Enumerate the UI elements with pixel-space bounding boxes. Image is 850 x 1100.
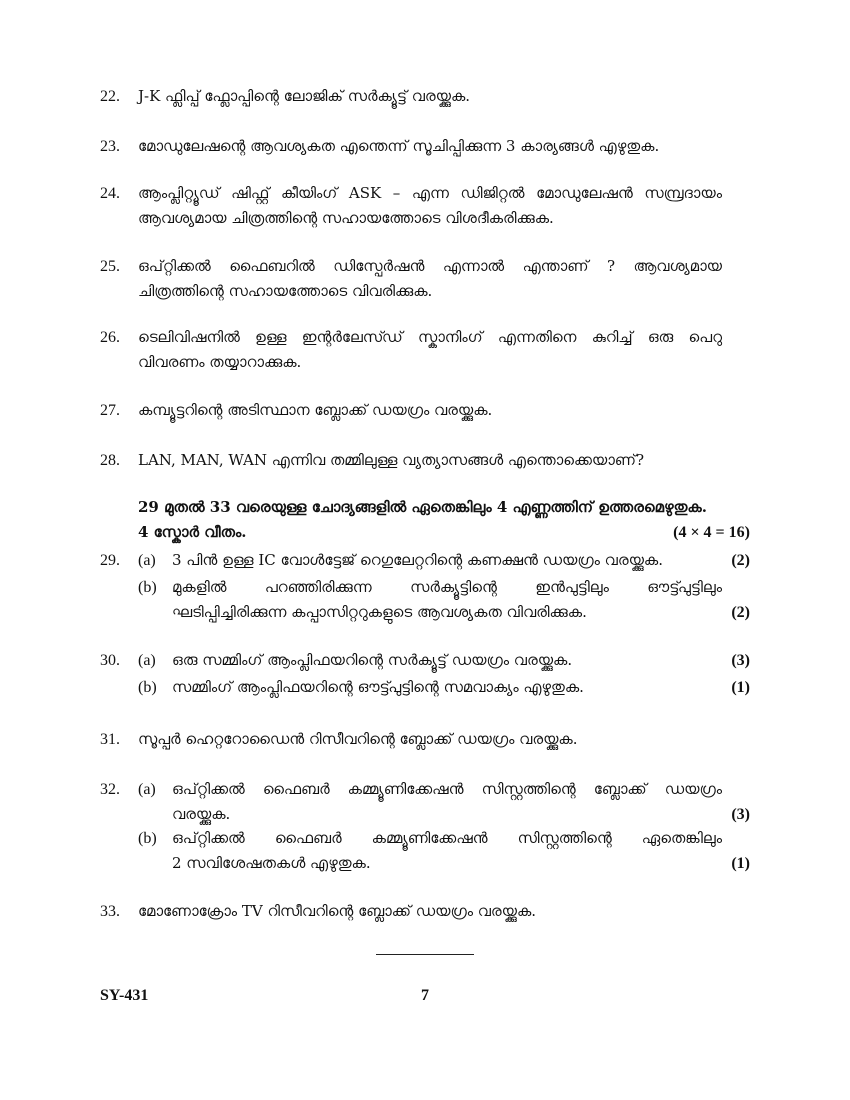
question-22 [100,84,750,109]
marks: (3) [731,652,750,669]
question-text: സൂപ്പർ ഹെറ്ററോഡൈൻ റിസീവറിന്റെ ബ്ലോക്ക് ഡയഗ്രം വരയ്ക്കുക. [138,730,578,748]
question-number: 28. [100,452,120,469]
question-number: 30. [100,652,120,669]
subquestion-text-line: ഒപ്റ്റിക്കൽ ഫൈബർ കമ്മ്യൂണിക്കേഷൻ സിസ്റ്റത്തിന്റെ ഏതെങ്കിലും [172,829,722,847]
question-number: 33. [100,903,120,920]
question-text-line: ആവശ്യമായ ചിത്രത്തിന്റെ സഹായത്തോടെ വിശദീകരിക്കുക. [138,209,554,227]
section-instruction-line: 4 സ്കോർ വീതം. [138,523,247,541]
paper-code: SY-431 [100,987,149,1004]
subquestion-text-line: വരയ്ക്കുക. [172,805,231,823]
subquestion-label: (a) [138,552,156,569]
question-number: 31. [100,731,120,748]
question-26 [100,325,750,375]
subquestion-text [172,826,722,876]
subquestion-text: ഒരു സമ്മിംഗ് ആംപ്ലിഫയറിന്റെ സർക്യൂട്ട് ഡയഗ്രം വരയ്ക്കുക. [172,651,573,669]
marks: (1) [731,679,750,696]
subquestion-label: (b) [138,679,157,696]
question-text [138,325,722,375]
subquestion-text-line: ഒപ്റ്റിക്കൽ ഫൈബർ കമ്മ്യൂണിക്കേഷൻ സിസ്റ്റത്തിന്റെ ബ്ലോക്ക് ഡയഗ്രം [172,780,722,798]
question-25 [100,254,750,304]
subquestion-29b [138,575,750,625]
question-text-line: ആംപ്ലിറ്റ്യൂഡ് ഷിഫ്റ്റ് കീയിംഗ് ASK – എന്ന ഡിജിറ്റൽ മോഡുലേഷൻ സമ്പ്രദായം [138,184,722,202]
question-number: 24. [100,185,120,202]
question-text-line: ചിത്രത്തിന്റെ സഹായത്തോടെ വിവരിക്കുക. [138,282,433,300]
section-instruction-line: 29 മുതൽ 33 വരെയുള്ള ചോദ്യങ്ങളിൽ ഏതെങ്കിലും 4 എണ്ണത്തിന് ഉത്തരമെഴുതുക. [138,498,707,516]
question-text [138,181,722,231]
marks: (2) [731,604,750,621]
subquestion-label: (b) [138,830,157,847]
question-33 [100,899,750,924]
question-28 [100,448,750,473]
question-number: 32. [100,781,120,798]
subquestion-label: (a) [138,781,156,798]
section-total-marks: (4 × 4 = 16) [673,524,750,541]
question-text: കമ്പ്യൂട്ടറിന്റെ അടിസ്ഥാന ബ്ലോക്ക് ഡയഗ്രം വരയ്ക്കുക. [138,401,493,419]
question-text-line: ടെലിവിഷനിൽ ഉള്ള ഇന്റർലേസ്ഡ് സ്കാനിംഗ് എന്നതിനെ കുറിച്ച് ഒരു പെറു [138,328,722,346]
page-number: 7 [421,987,429,1004]
question-text: LAN, MAN, WAN എന്നിവ തമ്മിലുള്ള വ്യത്യാസങ്ങൾ എന്തൊക്കെയാണ്? [138,451,645,469]
question-number: 29. [100,552,120,569]
marks: (2) [731,552,750,569]
question-30 [100,648,750,700]
question-text-line: വിവരണം തയ്യാറാക്കുക. [138,353,302,371]
subquestion-29a [138,548,750,573]
question-number: 27. [100,402,120,419]
subquestion-30b [138,675,750,700]
section-instructions [138,495,750,545]
subquestion-text-line: മുകളിൽ പറഞ്ഞിരിക്കുന്ന സർക്യൂട്ടിന്റെ ഇൻപുട്ടിലും ഔട്ട്പുട്ടിലും [172,578,722,596]
subquestion-label: (b) [138,579,157,596]
subquestion-32b [138,826,750,876]
question-text: മോണോക്രോം TV റിസീവറിന്റെ ബ്ലോക്ക് ഡയഗ്രം വരയ്ക്കുക. [138,902,537,920]
subquestion-text [172,777,722,827]
question-text [138,254,722,304]
subquestion-text-line: 2 സവിശേഷതകൾ എഴുതുക. [172,854,371,872]
subquestion-text: 3 പിൻ ഉള്ള IC വോൾട്ടേജ് റെഗുലേറ്ററിന്റെ കണക്ഷൻ ഡയഗ്രം വരയ്ക്കുക. [172,551,663,569]
marks: (1) [731,855,750,872]
question-text: J-K ഫ്ലിപ്പ് ഫ്ലോപ്പിന്റെ ലോജിക് സർക്യൂട്ട് വരയ്ക്കുക. [138,87,471,105]
question-number: 23. [100,138,120,155]
question-24 [100,181,750,231]
marks: (3) [731,806,750,823]
question-23 [100,134,750,159]
question-29 [100,548,750,624]
question-number: 26. [100,329,120,346]
subquestion-30a [138,648,750,673]
question-text-line: ഒപ്റ്റിക്കൽ ഫൈബറിൽ ഡിസ്പേർഷൻ എന്നാൽ എന്താണ് ? ആവശ്യമായ [138,257,722,275]
subquestion-text: സമ്മിംഗ് ആംപ്ലിഫയറിന്റെ ഔട്ട്പുട്ടിന്റെ സമവാക്യം എഴുതുക. [172,678,584,696]
subquestion-text-line: ഘടിപ്പിച്ചിരിക്കുന്ന കപ്പാസിറ്ററുകളുടെ ആവശ്യകത വിവരിക്കുക. [172,603,587,621]
question-31 [100,727,750,752]
subquestion-label: (a) [138,652,156,669]
question-number: 25. [100,258,120,275]
question-27 [100,398,750,423]
subquestion-32a [138,777,750,827]
question-number: 22. [100,88,120,105]
end-divider [376,954,474,955]
question-32 [100,777,750,877]
subquestion-text [172,575,722,625]
question-text: മോഡുലേഷന്റെ ആവശ്യകത എന്തെന്ന് സൂചിപ്പിക്കുന്ന 3 കാര്യങ്ങൾ എഴുതുക. [138,137,660,155]
